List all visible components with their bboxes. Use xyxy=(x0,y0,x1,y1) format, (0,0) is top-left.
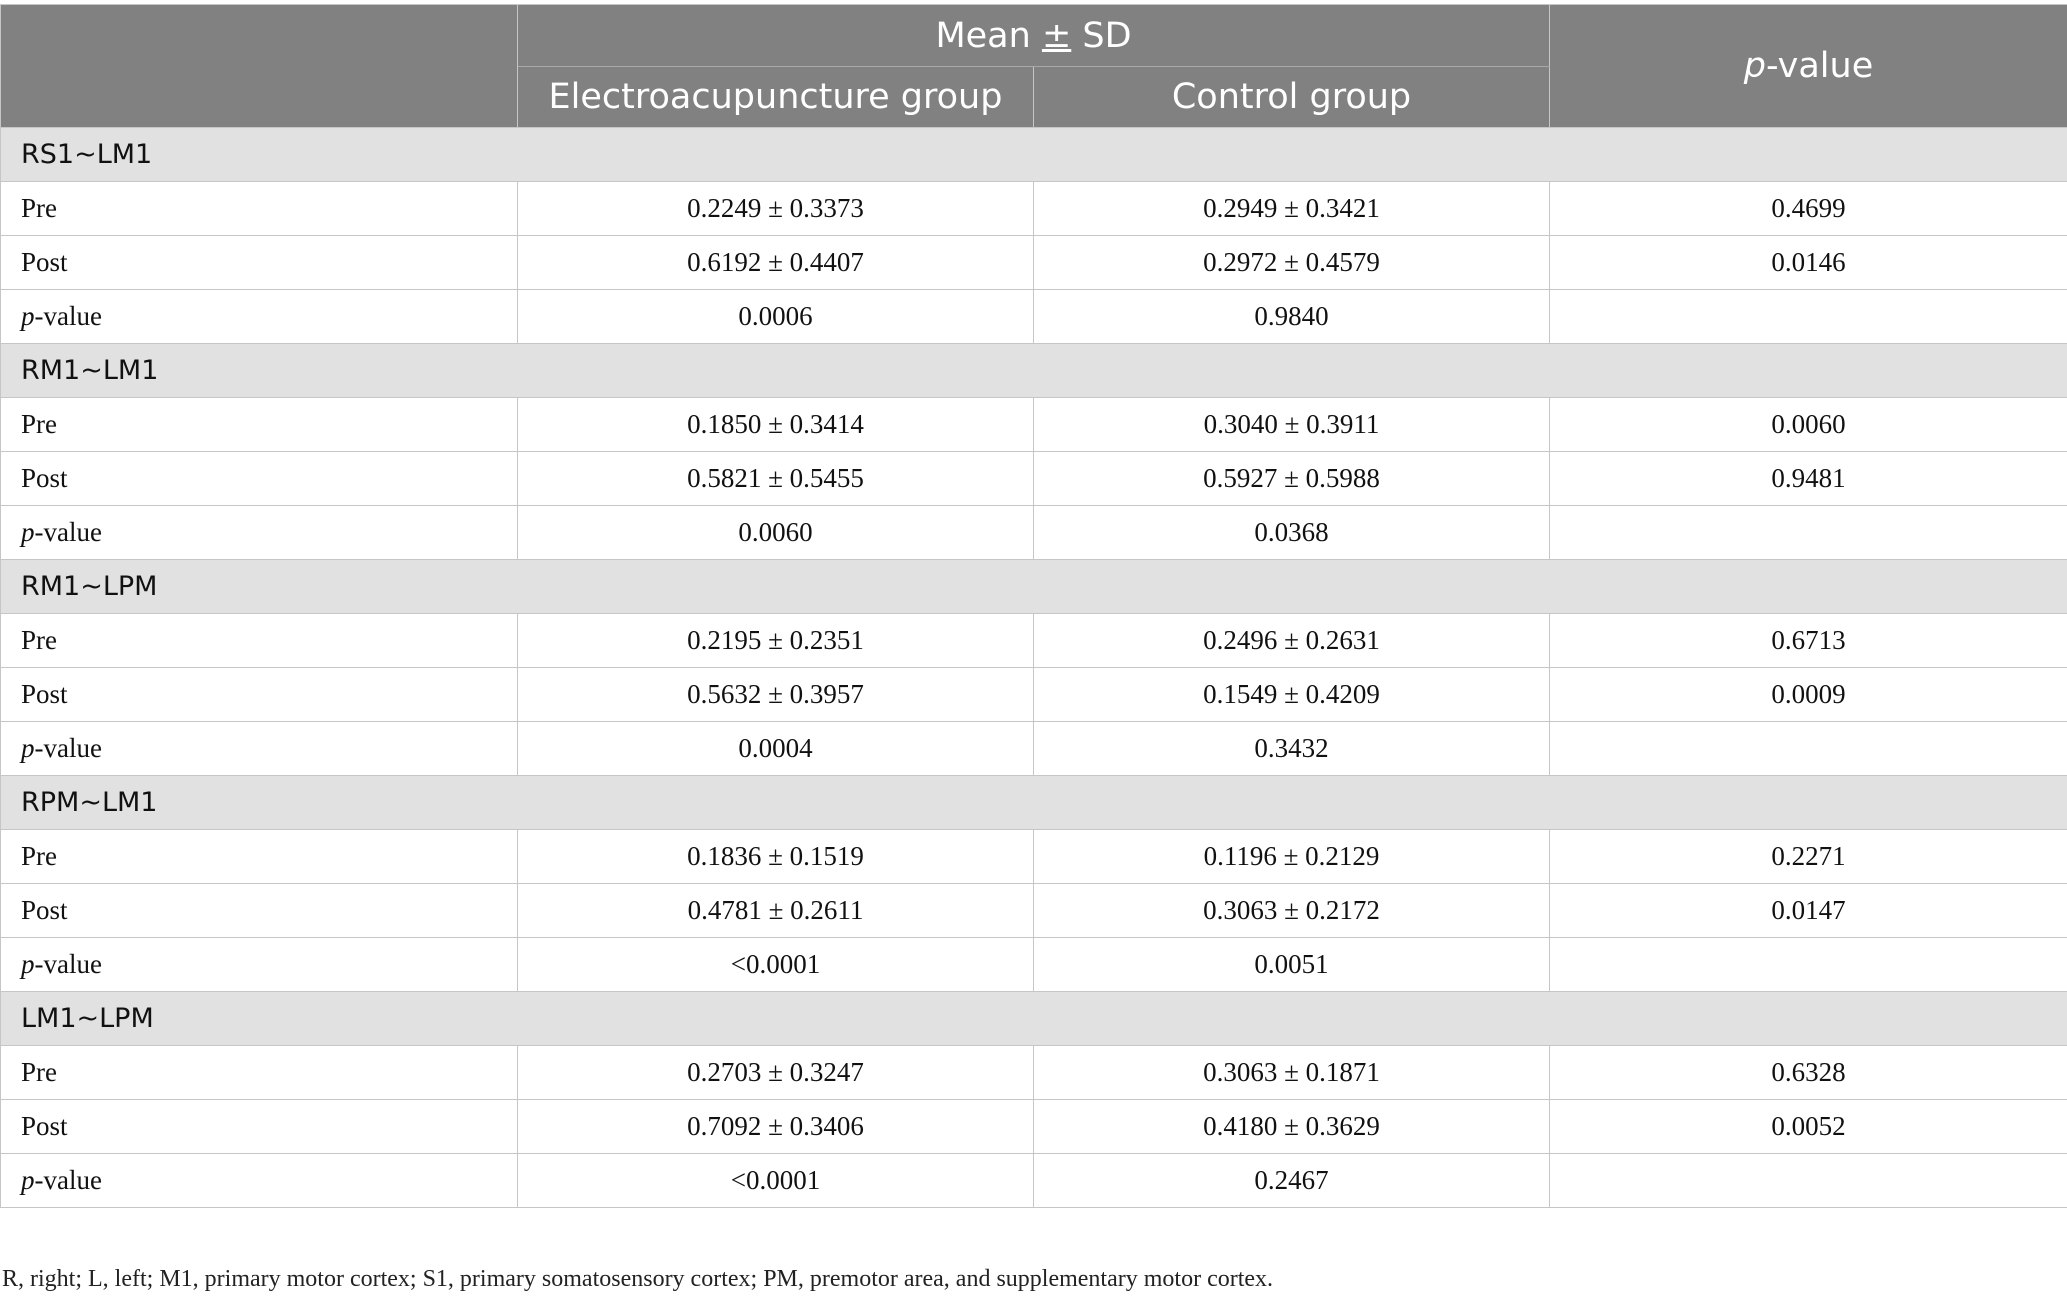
p-rest: -value xyxy=(34,301,102,331)
electroacupuncture-value: 0.2703 ± 0.3247 xyxy=(518,1046,1034,1100)
pre-row xyxy=(1,1046,2067,1100)
pre-label: Pre xyxy=(1,614,518,668)
control-value: 0.1549 ± 0.4209 xyxy=(1034,668,1550,722)
control-within-p: 0.9840 xyxy=(1034,290,1550,344)
section-row xyxy=(1,560,2067,614)
p-value-row xyxy=(1,290,2067,344)
between-group-p-value: 0.6713 xyxy=(1550,614,2067,668)
p-value-row xyxy=(1,938,2067,992)
header-p-value xyxy=(1550,5,2067,128)
post-label: Post xyxy=(1,884,518,938)
pre-label: Pre xyxy=(1,182,518,236)
p-value-label xyxy=(1,938,518,992)
p-value-label xyxy=(1,506,518,560)
header-plusminus: ± xyxy=(1041,15,1072,56)
empty-cell xyxy=(1550,938,2067,992)
section-label: RM1~LPM xyxy=(1,560,2067,614)
p-italic: p xyxy=(21,1165,35,1195)
section-row xyxy=(1,344,2067,398)
pre-row xyxy=(1,614,2067,668)
between-group-p-value: 0.0146 xyxy=(1550,236,2067,290)
post-label: Post xyxy=(1,452,518,506)
control-value: 0.4180 ± 0.3629 xyxy=(1034,1100,1550,1154)
empty-cell xyxy=(1550,506,2067,560)
between-group-p-value: 0.2271 xyxy=(1550,830,2067,884)
results-table xyxy=(0,4,2067,1208)
between-group-p-value: 0.4699 xyxy=(1550,182,2067,236)
control-value: 0.2972 ± 0.4579 xyxy=(1034,236,1550,290)
p-italic: p xyxy=(21,949,35,979)
control-within-p: 0.3432 xyxy=(1034,722,1550,776)
post-row xyxy=(1,236,2067,290)
electroacupuncture-within-p: 0.0004 xyxy=(518,722,1034,776)
results-table-container xyxy=(0,4,2067,1292)
electroacupuncture-value: 0.1836 ± 0.1519 xyxy=(518,830,1034,884)
electroacupuncture-within-p: 0.0060 xyxy=(518,506,1034,560)
empty-cell xyxy=(1550,722,2067,776)
post-label: Post xyxy=(1,236,518,290)
p-value-row xyxy=(1,506,2067,560)
p-italic: p xyxy=(21,301,35,331)
pre-row xyxy=(1,398,2067,452)
electroacupuncture-value: 0.1850 ± 0.3414 xyxy=(518,398,1034,452)
empty-cell xyxy=(1550,290,2067,344)
post-label: Post xyxy=(1,1100,518,1154)
p-value-label xyxy=(1,290,518,344)
control-within-p: 0.0051 xyxy=(1034,938,1550,992)
electroacupuncture-within-p: <0.0001 xyxy=(518,938,1034,992)
between-group-p-value: 0.9481 xyxy=(1550,452,2067,506)
between-group-p-value: 0.0060 xyxy=(1550,398,2067,452)
post-label: Post xyxy=(1,668,518,722)
electroacupuncture-value: 0.5821 ± 0.5455 xyxy=(518,452,1034,506)
control-value: 0.5927 ± 0.5988 xyxy=(1034,452,1550,506)
section-row xyxy=(1,992,2067,1046)
p-rest: -value xyxy=(34,733,102,763)
between-group-p-value: 0.0052 xyxy=(1550,1100,2067,1154)
section-row xyxy=(1,776,2067,830)
p-value-row xyxy=(1,722,2067,776)
control-value: 0.2949 ± 0.3421 xyxy=(1034,182,1550,236)
control-value: 0.2496 ± 0.2631 xyxy=(1034,614,1550,668)
section-label: RM1~LM1 xyxy=(1,344,2067,398)
control-within-p: 0.2467 xyxy=(1034,1154,1550,1208)
p-value-row xyxy=(1,1154,2067,1208)
electroacupuncture-value: 0.6192 ± 0.4407 xyxy=(518,236,1034,290)
header-mean-sd xyxy=(518,5,1550,67)
p-rest: -value xyxy=(34,517,102,547)
electroacupuncture-value: 0.4781 ± 0.2611 xyxy=(518,884,1034,938)
pre-row xyxy=(1,182,2067,236)
p-italic: p xyxy=(21,517,35,547)
pre-row xyxy=(1,830,2067,884)
p-rest: -value xyxy=(34,949,102,979)
section-label: RS1~LM1 xyxy=(1,128,2067,182)
electroacupuncture-value: 0.2195 ± 0.2351 xyxy=(518,614,1034,668)
electroacupuncture-within-p: 0.0006 xyxy=(518,290,1034,344)
electroacupuncture-within-p: <0.0001 xyxy=(518,1154,1034,1208)
control-value: 0.3040 ± 0.3911 xyxy=(1034,398,1550,452)
electroacupuncture-value: 0.7092 ± 0.3406 xyxy=(518,1100,1034,1154)
electroacupuncture-value: 0.5632 ± 0.3957 xyxy=(518,668,1034,722)
header-p-rest: -value xyxy=(1765,46,1874,86)
table-header xyxy=(1,5,2067,128)
pre-label: Pre xyxy=(1,830,518,884)
section-row xyxy=(1,128,2067,182)
control-value: 0.3063 ± 0.2172 xyxy=(1034,884,1550,938)
header-blank-cell xyxy=(1,5,518,128)
section-label: LM1~LPM xyxy=(1,992,2067,1046)
section-label: RPM~LM1 xyxy=(1,776,2067,830)
between-group-p-value: 0.6328 xyxy=(1550,1046,2067,1100)
empty-cell xyxy=(1550,1154,2067,1208)
pre-label: Pre xyxy=(1,1046,518,1100)
control-value: 0.1196 ± 0.2129 xyxy=(1034,830,1550,884)
header-sd-label: SD xyxy=(1071,15,1132,56)
between-group-p-value: 0.0147 xyxy=(1550,884,2067,938)
post-row xyxy=(1,1100,2067,1154)
between-group-p-value: 0.0009 xyxy=(1550,668,2067,722)
p-value-label xyxy=(1,722,518,776)
header-p-italic: p xyxy=(1743,46,1766,86)
post-row xyxy=(1,668,2067,722)
control-value: 0.3063 ± 0.1871 xyxy=(1034,1046,1550,1100)
p-italic: p xyxy=(21,733,35,763)
header-mean-label: Mean xyxy=(935,15,1042,56)
post-row xyxy=(1,884,2067,938)
electroacupuncture-value: 0.2249 ± 0.3373 xyxy=(518,182,1034,236)
p-rest: -value xyxy=(34,1165,102,1195)
pre-label: Pre xyxy=(1,398,518,452)
header-control-group: Control group xyxy=(1034,67,1550,128)
post-row xyxy=(1,452,2067,506)
table-footnote: R, right; L, left; M1, primary motor cortex; S1, primary somatosensory cortex; PM, premotor area, and supplementary motor cortex. xyxy=(2,1266,1274,1292)
control-within-p: 0.0368 xyxy=(1034,506,1550,560)
header-electroacupuncture-group: Electroacupuncture group xyxy=(518,67,1034,128)
p-value-label xyxy=(1,1154,518,1208)
table-body xyxy=(1,128,2067,1208)
